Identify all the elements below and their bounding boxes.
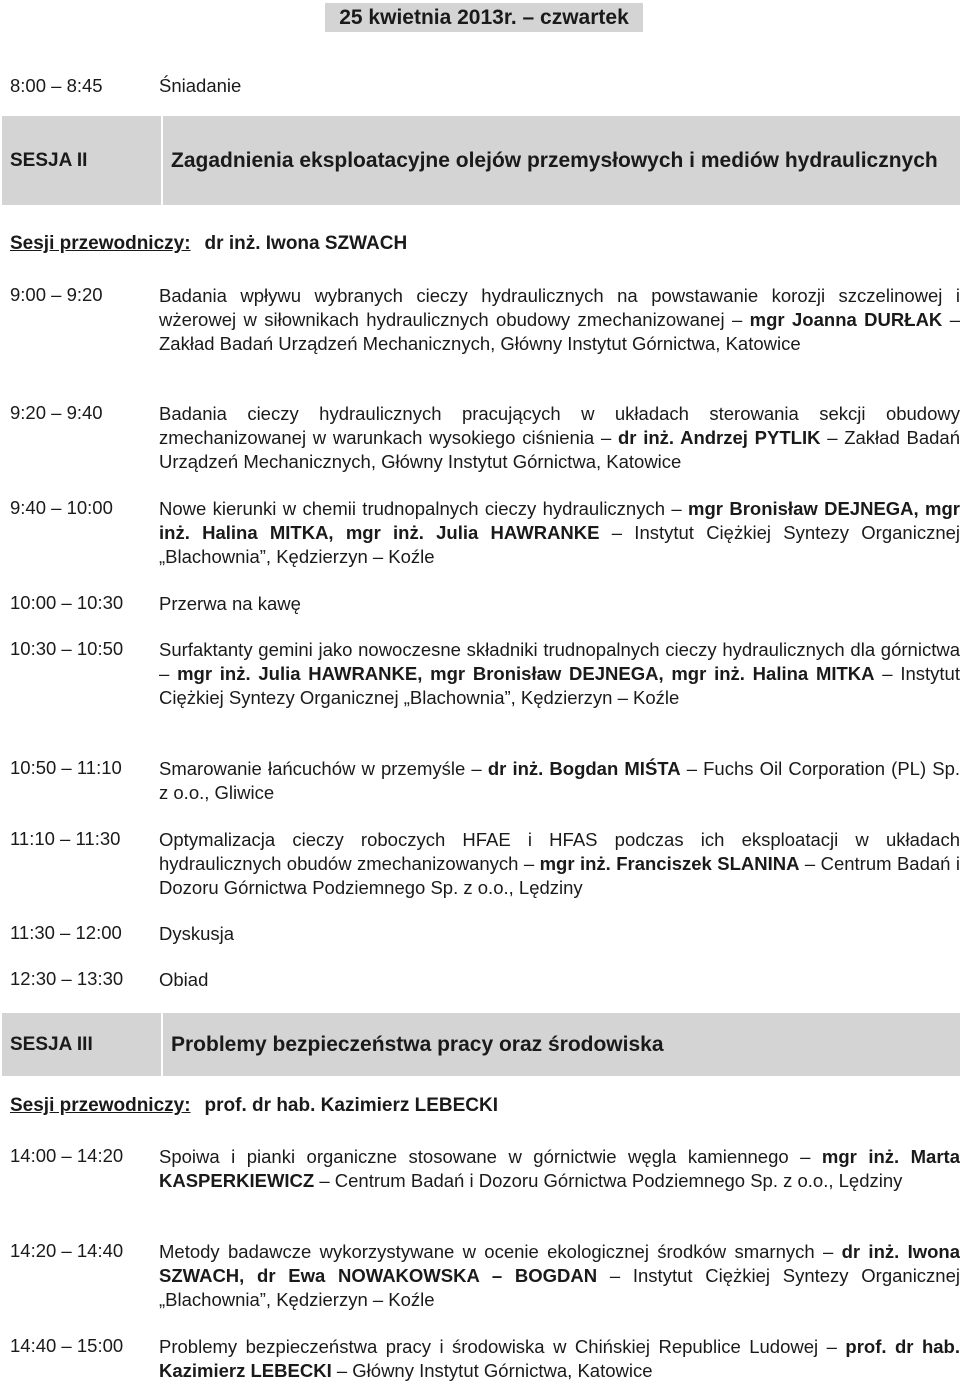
item-authors: mgr Bronisław DEJNEGA, mgr inż. Halina MITKA, mgr inż. Julia HAWRANKE: [159, 498, 960, 543]
time-slot: 14:20 – 14:40: [10, 1240, 124, 1261]
time-slot: 11:10 – 11:30: [10, 828, 121, 849]
time-slot: 9:20 – 9:40: [10, 402, 103, 423]
time-slot: 12:30 – 13:30: [10, 968, 124, 989]
item-title: Obiad: [159, 969, 209, 990]
item-affiliation: – Fuchs Oil Corporation (PL) Sp. z o.o., Gliwice: [159, 758, 960, 803]
item-description: [159, 284, 960, 356]
session-3-banner: [2, 1013, 960, 1076]
item-title: Badania wpływu wybranych cieczy hydraulicznych na powstawanie korozji szczelinowej i wżerowej w siłownikach hydraulicznych obudowy zmechanizowanej –: [159, 285, 960, 330]
item-authors: dr inż. Bogdan MIŚTA: [487, 758, 681, 779]
session-title: Zagadnienia eksploatacyjne olejów przemysłowych i mediów hydraulicznych: [171, 148, 938, 172]
item-description: [159, 497, 960, 569]
item-affiliation: – Zakład Badań Urządzeń Mechanicznych, Główny Instytut Górnictwa, Katowice: [159, 427, 960, 472]
item-affiliation: – Instytut Ciężkiej Syntezy Organicznej „Blachownia”, Kędzierzyn – Koźle: [159, 522, 960, 567]
time-slot: 10:00 – 10:30: [10, 592, 124, 613]
item-affiliation: – Centrum Badań i Dozoru Górnictwa Podziemnego Sp. z o.o., Lędziny: [314, 1170, 903, 1191]
item-authors: dr inż. Andrzej PYTLIK: [617, 427, 821, 448]
chair-label: Sesji przewodniczy:: [10, 233, 191, 254]
item-title: Badania cieczy hydraulicznych pracujących w układach sterowania sekcji obudowy zmechanizowanej w warunkach wysokiego ciśnienia –: [159, 403, 960, 448]
session-label: SESJA III: [2, 1013, 163, 1076]
chair-label: Sesji przewodniczy:: [10, 1095, 191, 1116]
session-2-banner: [2, 116, 960, 205]
item-affiliation: – Główny Instytut Górnictwa, Katowice: [331, 1360, 653, 1381]
item-description: [159, 1335, 960, 1383]
item-title: Dyskusja: [159, 923, 235, 944]
time-slot: 10:30 – 10:50: [10, 638, 124, 659]
session-label: SESJA II: [2, 116, 163, 205]
item-title: Przerwa na kawę: [159, 593, 301, 614]
item-description: [159, 828, 960, 900]
item-description: [159, 638, 960, 710]
chair-name: dr inż. Iwona SZWACH: [204, 233, 408, 254]
item-authors: prof. dr hab. Kazimierz LEBECKI: [159, 1336, 960, 1381]
item-authors: mgr inż. Julia HAWRANKE, mgr Bronisław DEJNEGA, mgr inż. Halina MITKA: [177, 663, 875, 684]
item-description: [159, 757, 960, 805]
item-authors: dr inż. Iwona SZWACH, dr Ewa NOWAKOWSKA – BOGDAN: [159, 1241, 960, 1286]
item-title: Spoiwa i pianki organiczne stosowane w górnictwie węgla kamiennego –: [159, 1146, 822, 1167]
item-authors: mgr inż. Marta KASPERKIEWICZ: [159, 1146, 960, 1191]
item-affiliation: – Instytut Ciężkiej Syntezy Organicznej „Blachownia”, Kędzierzyn – Koźle: [159, 663, 960, 708]
item-description: [159, 1240, 960, 1312]
item-title: Smarowanie łańcuchów w przemyśle –: [159, 758, 488, 779]
item-authors: mgr inż. Franciszek SLANINA: [539, 853, 800, 874]
item-description: [159, 1145, 960, 1193]
item-affiliation: – Centrum Badań i Dozoru Górnictwa Podziemnego Sp. z o.o., Lędziny: [159, 853, 960, 898]
time-slot: 14:40 – 15:00: [10, 1335, 124, 1356]
date-header: 25 kwietnia 2013r. – czwartek: [325, 3, 643, 32]
item-title: Problemy bezpieczeństwa pracy i środowiska w Chińskiej Republice Ludowej –: [159, 1336, 846, 1357]
item-affiliation: – Instytut Ciężkiej Syntezy Organicznej „Blachownia”, Kędzierzyn – Koźle: [159, 1265, 960, 1310]
item-authors: mgr Joanna DURŁAK: [749, 309, 943, 330]
item-description: [159, 402, 960, 474]
session-title: Problemy bezpieczeństwa pracy oraz środowiska: [171, 1032, 664, 1056]
item-title: Metody badawcze wykorzystywane w ocenie ekologicznej środków smarnych –: [159, 1241, 842, 1262]
item-title: Nowe kierunki w chemii trudnopalnych cieczy hydraulicznych –: [159, 498, 689, 519]
time-slot: 9:00 – 9:20: [10, 284, 103, 305]
item-title: Optymalizacja cieczy roboczych HFAE i HFAS podczas ich eksploatacji w układach hydraulicznych obudów zmechanizowanych –: [159, 829, 960, 874]
time-slot: 11:30 – 12:00: [10, 922, 122, 943]
time-slot: 8:00 – 8:45: [10, 75, 103, 96]
time-slot: 14:00 – 14:20: [10, 1145, 124, 1166]
item-title: Surfaktanty gemini jako nowoczesne składniki trudnopalnych cieczy hydraulicznych dla górnictwa –: [159, 639, 960, 684]
time-slot: 9:40 – 10:00: [10, 497, 113, 518]
session-2-chair: [10, 233, 407, 255]
item-affiliation: – Zakład Badań Urządzeń Mechanicznych, Główny Instytut Górnictwa, Katowice: [159, 309, 960, 354]
chair-name: prof. dr hab. Kazimierz LEBECKI: [204, 1095, 499, 1116]
session-3-chair: [10, 1095, 498, 1117]
item-title: Śniadanie: [159, 75, 242, 96]
time-slot: 10:50 – 11:10: [10, 757, 122, 778]
